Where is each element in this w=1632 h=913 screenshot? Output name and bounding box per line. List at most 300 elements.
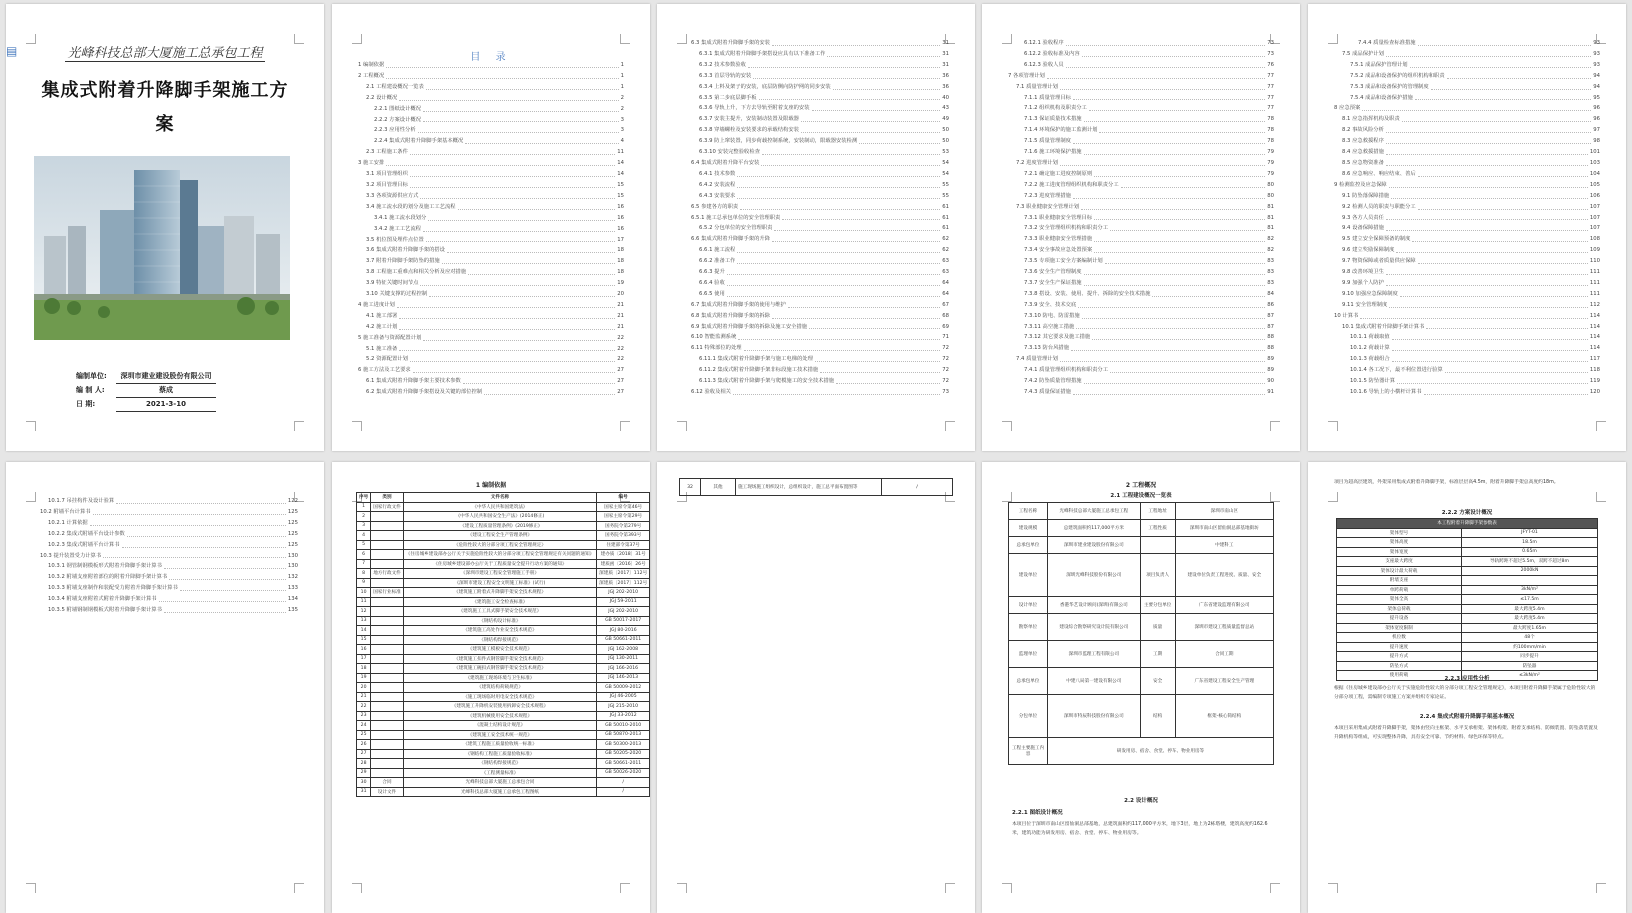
toc-entry[interactable] <box>1334 343 1600 354</box>
cell-name: 《建筑施工安全技术统一规范》 <box>403 730 596 740</box>
toc-entry[interactable] <box>358 93 624 104</box>
toc-entry[interactable] <box>1008 169 1274 180</box>
toc-entry[interactable] <box>358 202 624 213</box>
crop-mark <box>26 421 36 431</box>
toc-entry-page: 77 <box>1267 105 1274 112</box>
toc-dot-leader <box>772 311 940 319</box>
toc-entry-page: 73 <box>942 389 949 395</box>
toc-entry[interactable] <box>358 245 624 256</box>
toc-dot-leader <box>1066 38 1266 46</box>
toc-entry[interactable] <box>1008 147 1274 158</box>
toc-entry[interactable] <box>1334 169 1600 180</box>
toc-entry[interactable] <box>683 322 949 333</box>
toc-entry[interactable] <box>683 169 949 180</box>
crop-mark <box>1328 421 1338 431</box>
toc-entry[interactable] <box>1334 256 1600 267</box>
toc-entry[interactable] <box>683 300 949 311</box>
toc-entry-title: 6.6.3 提升 <box>699 269 725 276</box>
toc-entry[interactable] <box>358 344 624 355</box>
table-row <box>357 664 650 674</box>
toc-entry-page: 36 <box>942 83 949 90</box>
table-row <box>1337 652 1598 662</box>
toc-entry-page: 81 <box>1267 214 1274 221</box>
toc-entry[interactable] <box>1334 387 1600 398</box>
toc-entry[interactable] <box>358 147 624 158</box>
toc-dot-leader <box>116 496 286 504</box>
toc-dot-leader <box>1391 191 1588 199</box>
toc-entry-title: 3.4.1 施工流水段划分 <box>374 214 427 221</box>
toc-entry[interactable] <box>1334 136 1600 147</box>
param-value: 同步提升 <box>1462 652 1598 662</box>
toc-entry[interactable] <box>1008 267 1274 278</box>
toc-entry[interactable] <box>358 191 624 202</box>
toc-dot-leader <box>1402 114 1591 122</box>
toc-entry[interactable] <box>358 311 624 322</box>
toc-entry-page: 3 <box>620 116 624 123</box>
toc-entry[interactable] <box>1334 93 1600 104</box>
toc-entry[interactable] <box>32 594 298 605</box>
toc-entry-title: 8.4 应急救援措施 <box>1342 149 1384 156</box>
toc-entry[interactable] <box>683 180 949 191</box>
toc-entry-title: 7.4 质量管理计划 <box>1016 356 1058 363</box>
toc-dot-leader <box>833 82 941 90</box>
toc-entry[interactable] <box>1334 223 1600 234</box>
toc-entry[interactable] <box>683 191 949 202</box>
toc-dot-leader <box>782 213 940 221</box>
toc-entry[interactable] <box>1334 114 1600 125</box>
toc-entry-page: 101 <box>1589 149 1600 156</box>
toc-entry[interactable] <box>358 115 624 126</box>
page-cover[interactable] <box>6 4 324 451</box>
toc-entry[interactable] <box>1334 60 1600 71</box>
cell-no: 31 <box>357 787 371 797</box>
toc-entry-title: 6.3.4 上料及架子的安装，底层防侧向防护网的同步安装 <box>699 83 831 90</box>
toc-entry[interactable] <box>683 267 949 278</box>
toc-entry[interactable] <box>683 82 949 93</box>
toc-entry[interactable] <box>1008 256 1274 267</box>
cell-code: JGJ 215-2010 <box>597 702 650 712</box>
cell-name: 《中华人民共和国安全生产法》(2014修正) <box>403 512 596 522</box>
toc-entry[interactable] <box>358 387 624 398</box>
toc-entry-page: 119 <box>1589 378 1600 385</box>
toc-entry-title: 7.1.5 质量管理制度 <box>1024 138 1071 145</box>
toc-entry[interactable] <box>683 38 949 49</box>
toc-entry[interactable] <box>1334 191 1600 202</box>
toc-entry[interactable] <box>683 332 949 343</box>
page-toc-1[interactable] <box>332 4 650 451</box>
toc-entry[interactable] <box>1008 103 1274 114</box>
toc-entry-page: 79 <box>1267 159 1274 166</box>
toc-entry[interactable] <box>1008 332 1274 343</box>
toc-entry[interactable] <box>32 540 298 551</box>
table-row <box>357 588 650 598</box>
param-name: 架体设计最大荷载 <box>1337 566 1462 576</box>
toc-dot-leader <box>1426 322 1588 330</box>
toc-entry[interactable] <box>358 60 624 71</box>
toc-dot-leader <box>420 191 615 199</box>
toc-entry[interactable] <box>32 518 298 529</box>
table-row <box>357 787 650 797</box>
toc-entry[interactable] <box>358 278 624 289</box>
cell-code: JGJ 46-2005 <box>597 692 650 702</box>
toc-entry-page: 109 <box>1589 247 1600 254</box>
table-row <box>357 768 650 778</box>
toc-dot-leader <box>1386 147 1588 155</box>
toc-entry[interactable] <box>358 289 624 300</box>
param-name: 支座最大跨度 <box>1337 557 1462 567</box>
toc-entry-title: 7.3 职业健康安全管理计划 <box>1016 203 1080 210</box>
toc-entry-title: 7.3.8 搭设、安装、使用、提升、拆除的安全技术措施 <box>1024 290 1151 297</box>
cell-name: 《建筑施工附着式升降脚手架安全技术规程》 <box>403 588 596 598</box>
toc-entry[interactable] <box>358 169 624 180</box>
toc-entry[interactable] <box>1334 125 1600 136</box>
toc-entry[interactable] <box>683 387 949 398</box>
toc-entry[interactable] <box>32 507 298 518</box>
toc-entry[interactable] <box>683 354 949 365</box>
toc-entry[interactable] <box>1334 202 1600 213</box>
toc-entry[interactable] <box>358 125 624 136</box>
toc-entry[interactable] <box>358 300 624 311</box>
toc-entry-page: 18 <box>617 258 624 265</box>
crop-mark <box>945 883 955 893</box>
toc-dot-leader <box>1396 245 1587 253</box>
toc-entry[interactable] <box>683 365 949 376</box>
cell-label: 工程性质 <box>1140 520 1175 537</box>
crop-mark <box>352 34 362 44</box>
toc-dot-leader <box>93 507 286 515</box>
toc-entry[interactable] <box>683 289 949 300</box>
toc-dot-leader <box>127 529 286 537</box>
toc-entry-title: 10.2.3 集成式附墙平台计算书 <box>48 541 120 548</box>
toc-entry[interactable] <box>358 104 624 115</box>
toc-entry-title: 10.1.4 各工况下，最不利位置进行验算 <box>1350 367 1443 374</box>
cell-name: 《建筑施工碗扣式钢管脚手架安全技术规范》 <box>403 664 596 674</box>
toc-entry[interactable] <box>683 376 949 387</box>
toc-entry[interactable] <box>32 605 298 616</box>
toc-dot-leader <box>1389 180 1588 188</box>
param-name: 架体全高 <box>1337 595 1462 605</box>
toc-entry[interactable] <box>1008 49 1274 60</box>
toc-entry[interactable] <box>683 311 949 322</box>
toc-entry[interactable] <box>1334 147 1600 158</box>
toc-entry[interactable] <box>1334 376 1600 387</box>
toc-entry-title: 10.1 集成式附着升降脚手架计算书 <box>1342 323 1425 330</box>
toc-entry[interactable] <box>358 354 624 365</box>
cell-no: 32 <box>680 479 701 496</box>
toc-entry-title: 10.1.1 荷载取值 <box>1350 334 1390 341</box>
param-value: 0.65m <box>1462 547 1598 557</box>
toc-entry[interactable] <box>32 551 298 562</box>
cell-label: 工程地址 <box>1140 503 1175 520</box>
toc-dot-leader <box>788 300 940 308</box>
toc-entry[interactable] <box>1008 125 1274 136</box>
toc-dot-leader <box>1094 213 1265 221</box>
page-toc-5[interactable] <box>6 462 324 913</box>
toc-entry[interactable] <box>358 365 624 376</box>
cell-label: 安全 <box>1140 668 1175 695</box>
toc-entry[interactable] <box>1008 300 1274 311</box>
toc-entry[interactable] <box>683 213 949 224</box>
toc-dot-leader <box>122 540 286 548</box>
toc-entry[interactable] <box>1008 278 1274 289</box>
cell-no: 12 <box>357 607 371 617</box>
toc-dot-leader <box>737 169 940 177</box>
crop-mark <box>620 34 630 44</box>
table-row <box>1009 503 1274 520</box>
toc-entry[interactable] <box>683 245 949 256</box>
toc-entry[interactable] <box>1008 387 1274 398</box>
toc-dot-leader <box>1386 213 1588 221</box>
toc-entry-page: 118 <box>1589 367 1600 374</box>
toc-entry[interactable] <box>683 234 949 245</box>
toc-entry[interactable] <box>1008 354 1274 365</box>
toc-entry[interactable] <box>683 49 949 60</box>
toc-entry-title: 6.12 验收及相关 <box>691 389 731 395</box>
toc-entry[interactable] <box>1334 311 1600 322</box>
cell-code: JGJ 202-2010 <box>597 607 650 617</box>
toc-entry[interactable] <box>683 343 949 354</box>
cell-category <box>371 721 404 731</box>
toc-entry[interactable] <box>1334 103 1600 114</box>
toc-entry[interactable] <box>1008 71 1274 82</box>
params-paragraph-2: 根据《住房城乡建设部办公厅关于实施危险性较大的分部分项工程安全管理规定》，本项目附着升降脚手架属于危险性较大的分部分项工程，需编制专项施工方案并组织专家论证。 <box>1334 686 1596 700</box>
page-basis-cont[interactable] <box>657 462 975 913</box>
toc-entry[interactable] <box>1008 114 1274 125</box>
toc-entry[interactable] <box>1334 180 1600 191</box>
toc-entry[interactable] <box>358 158 624 169</box>
toc-entry-page: 95 <box>1593 94 1600 101</box>
cell-name: 《钢结构焊接规范》 <box>403 759 596 769</box>
toc-entry-title: 10.2 附墙平台计算书 <box>40 508 91 515</box>
toc-entry-page: 84 <box>1267 290 1274 297</box>
toc-entry-page: 130 <box>287 552 298 559</box>
cell-category <box>371 635 404 645</box>
table-row <box>357 626 650 636</box>
toc-entry[interactable] <box>1008 136 1274 147</box>
toc-entry-page: 78 <box>1267 116 1274 123</box>
toc-dot-leader <box>727 289 940 297</box>
toc-entry[interactable] <box>1008 93 1274 104</box>
toc-entry[interactable] <box>683 223 949 234</box>
toc-entry-title: 7.3.9 安全、技术交底 <box>1024 301 1077 308</box>
toc-entry[interactable] <box>1334 322 1600 333</box>
toc-entry[interactable] <box>1008 223 1274 234</box>
toc-dot-leader <box>1060 354 1265 362</box>
toc-entry-title: 6.3.6 导轨上升，下方去导轨至附着支座的安装 <box>699 105 810 112</box>
toc-entry-page: 22 <box>617 345 624 352</box>
toc-entry[interactable] <box>1334 245 1600 256</box>
toc-entry[interactable] <box>1008 60 1274 71</box>
toc-entry-title: 2.2.4 集成式附着升降脚手架基本概况 <box>374 138 464 145</box>
toc-entry[interactable] <box>32 496 298 507</box>
toc-entry[interactable] <box>358 224 624 235</box>
toc-entry[interactable] <box>683 125 949 136</box>
toc-entry[interactable] <box>1008 376 1274 387</box>
toc-entry[interactable] <box>1008 38 1274 49</box>
toc-entry[interactable] <box>1334 38 1600 49</box>
toc-entry-page: 4 <box>620 138 624 145</box>
col-header: 类别 <box>371 493 404 503</box>
toc-entry[interactable] <box>683 71 949 82</box>
toc-entry[interactable] <box>1008 158 1274 169</box>
toc-entry[interactable] <box>1008 343 1274 354</box>
cell-no: 29 <box>357 768 371 778</box>
toc-entry[interactable] <box>683 93 949 104</box>
toc-entry[interactable] <box>683 256 949 267</box>
toc-entry[interactable] <box>683 103 949 114</box>
toc-entry[interactable] <box>358 333 624 344</box>
toc-entry[interactable] <box>358 376 624 387</box>
toc-entry-title: 9.10 加强应急保障制度 <box>1342 290 1398 297</box>
toc-entry[interactable] <box>1334 82 1600 93</box>
toc-entry-title: 1 编制依据 <box>358 62 385 68</box>
toc-entry[interactable] <box>1334 213 1600 224</box>
toc-entry-page: 114 <box>1589 312 1600 319</box>
page-params[interactable] <box>1308 462 1626 913</box>
toc-dot-leader <box>1392 354 1588 362</box>
toc-dot-leader <box>1084 147 1266 155</box>
table-row <box>357 645 650 655</box>
table-row <box>1009 695 1274 738</box>
toc-entry-title: 6.3.2 技术参数验收 <box>699 61 746 68</box>
toc-entry-page: 64 <box>942 290 949 297</box>
toc-dot-leader <box>1094 234 1265 242</box>
toc-entry[interactable] <box>358 136 624 147</box>
page-toc-3[interactable] <box>982 4 1300 451</box>
crop-mark <box>26 883 36 893</box>
toc-entry-page: 110 <box>1589 258 1600 265</box>
table-row <box>1337 642 1598 652</box>
toc-entry-page: 125 <box>287 508 298 515</box>
toc-entry-title: 6.5.1 施工总承包单位的安全管理职责 <box>691 214 781 221</box>
toc-entry[interactable] <box>358 71 624 82</box>
toc-entry-title: 9.1 防坠落保障措施 <box>1342 192 1390 199</box>
toc-dot-leader <box>1386 136 1591 144</box>
toc-entry[interactable] <box>683 136 949 147</box>
toc-entry[interactable] <box>358 322 624 333</box>
overview-table <box>1008 502 1274 765</box>
cell-category: 国家行业标准 <box>371 588 404 598</box>
toc-entry[interactable] <box>1334 278 1600 289</box>
toc-entry[interactable] <box>32 529 298 540</box>
toc-entry[interactable] <box>358 82 624 93</box>
toc-entry[interactable] <box>1008 202 1274 213</box>
toc-entry[interactable] <box>358 213 624 224</box>
toc-entry[interactable] <box>1334 71 1600 82</box>
overview-title: 2 工程概况 <box>1125 482 1157 489</box>
toc-entry[interactable] <box>1334 158 1600 169</box>
toc-entry[interactable] <box>683 202 949 213</box>
cell-value: 深圳市特辰科技股份有限公司 <box>1048 695 1141 738</box>
toc-dot-leader <box>164 561 286 569</box>
toc-entry-page: 62 <box>942 247 949 254</box>
toc-dot-leader <box>423 224 615 232</box>
cell-label: 总承包单位 <box>1009 537 1048 554</box>
toc-entry-title: 3.8 工程施工重难点和相关分析及应对措施 <box>366 269 467 276</box>
toc-entry[interactable] <box>683 278 949 289</box>
toc-entry[interactable] <box>32 561 298 572</box>
toc-entry[interactable] <box>1334 234 1600 245</box>
page-basis[interactable] <box>332 462 650 913</box>
param-value: 最大跨度5.4m <box>1462 604 1598 614</box>
cell-name: 光峰科技总部大厦施工总承包工程图纸 <box>403 787 596 797</box>
page-toc-2[interactable] <box>657 4 975 451</box>
toc-entry[interactable] <box>1334 49 1600 60</box>
toc-entry-title: 7.3.13 防台风措施 <box>1024 345 1070 352</box>
toc-entry[interactable] <box>1008 289 1274 300</box>
param-value: 2000kN <box>1462 566 1598 576</box>
toc-entry[interactable] <box>1334 267 1600 278</box>
toc-entry-page: 21 <box>617 301 624 308</box>
toc-dot-leader <box>1110 365 1265 373</box>
toc-dot-leader <box>812 103 941 111</box>
cell-code: GB 50010-2010 <box>597 721 650 731</box>
cell-value: 建设综合勘察研究设计院有限公司 <box>1048 614 1141 641</box>
toc-entry[interactable] <box>1334 354 1600 365</box>
cell-category <box>371 550 404 560</box>
toc-entry[interactable] <box>358 180 624 191</box>
toc-dot-leader <box>410 180 615 188</box>
document-icon: ▤ <box>6 44 18 58</box>
toc-dot-leader <box>1392 332 1588 340</box>
toc-entry[interactable] <box>683 114 949 125</box>
cell-code: GB 50017-2017 <box>597 616 650 626</box>
toc-entry[interactable] <box>1008 191 1274 202</box>
table-row <box>1337 547 1598 557</box>
basis-cont-table <box>679 478 953 496</box>
toc-entry-page: 1 <box>620 83 624 90</box>
toc-entry-page: 87 <box>1267 323 1274 330</box>
toc-dot-leader <box>1386 278 1588 286</box>
toc-list <box>32 496 298 616</box>
toc-dot-leader <box>737 256 940 264</box>
toc-entry[interactable] <box>358 235 624 246</box>
toc-entry-page: 80 <box>1267 192 1274 199</box>
toc-entry[interactable] <box>1008 365 1274 376</box>
toc-entry[interactable] <box>1334 300 1600 311</box>
toc-entry[interactable] <box>358 256 624 267</box>
cell-no: 23 <box>357 711 371 721</box>
toc-entry[interactable] <box>1008 180 1274 191</box>
toc-entry[interactable] <box>1334 332 1600 343</box>
toc-entry[interactable] <box>683 147 949 158</box>
toc-entry-page: 63 <box>942 258 949 265</box>
toc-entry[interactable] <box>1008 213 1274 224</box>
toc-entry[interactable] <box>1334 365 1600 376</box>
toc-entry-page: 135 <box>287 607 298 614</box>
toc-entry-page: 22 <box>617 334 624 341</box>
toc-entry[interactable] <box>32 583 298 594</box>
toc-entry[interactable] <box>683 60 949 71</box>
toc-entry[interactable] <box>1008 82 1274 93</box>
toc-entry[interactable] <box>1008 322 1274 333</box>
page-toc-4[interactable] <box>1308 4 1626 451</box>
page-overview[interactable] <box>982 462 1300 913</box>
toc-entry[interactable] <box>358 267 624 278</box>
toc-entry[interactable] <box>1008 245 1274 256</box>
toc-dot-leader <box>1076 322 1265 330</box>
cell-no: 6 <box>357 550 371 560</box>
toc-entry[interactable] <box>1008 234 1274 245</box>
cell-category: 其他 <box>701 479 736 496</box>
toc-entry-page: 55 <box>942 192 949 199</box>
toc-entry[interactable] <box>1008 311 1274 322</box>
toc-entry[interactable] <box>1334 289 1600 300</box>
toc-entry[interactable] <box>32 572 298 583</box>
toc-entry[interactable] <box>683 158 949 169</box>
toc-entry-title: 2.2.1 图纸设计概况 <box>374 105 421 112</box>
toc-entry-title: 7.2.1 确定施工进度控制原则 <box>1024 170 1093 177</box>
